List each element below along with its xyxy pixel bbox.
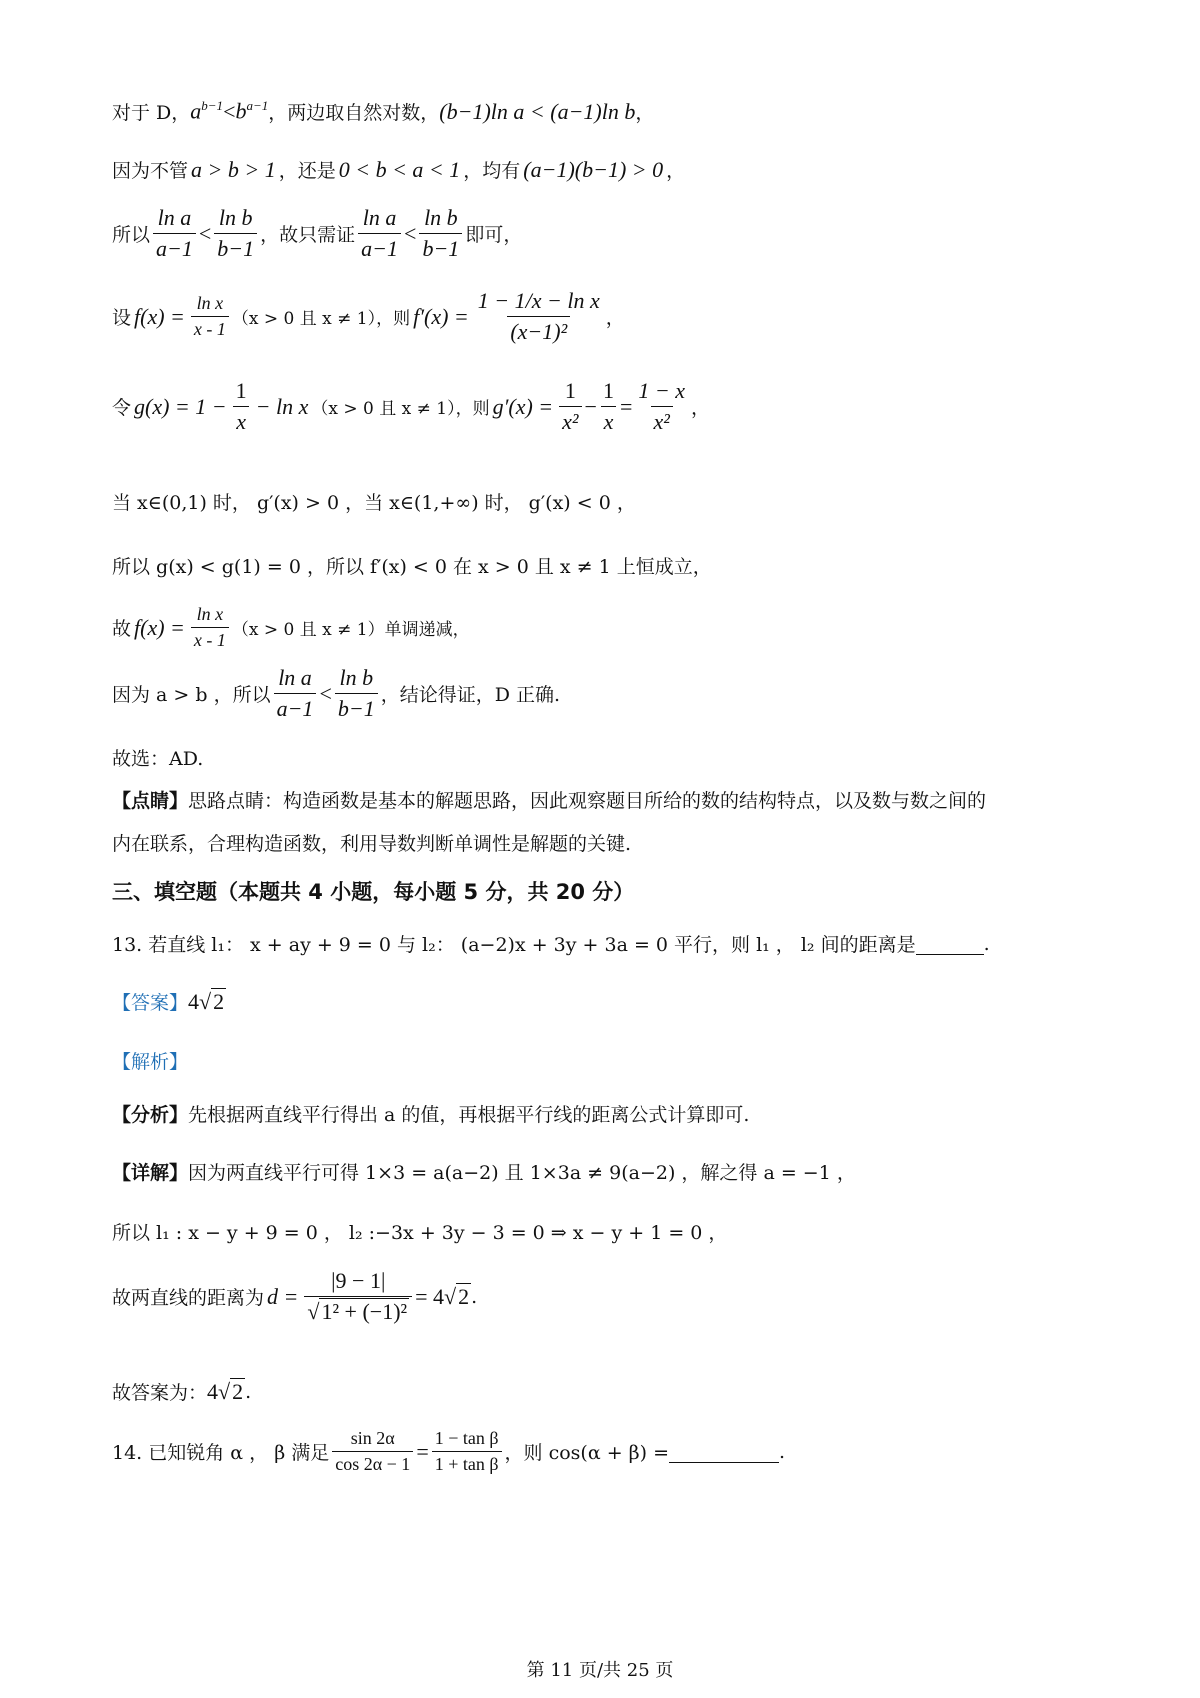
text: . (779, 1440, 786, 1463)
line-5 (112, 378, 710, 435)
fraction: $\frac{\text{1 − 1/x − ln x}}{\text{(x−1)²}}$ (477, 288, 600, 344)
answer-tag: 【答案】 (112, 992, 189, 1014)
line-12 (112, 829, 631, 856)
final-answer-line (112, 1378, 251, 1405)
math-lt: < (319, 680, 332, 706)
text: 故 (112, 618, 132, 640)
math-lt: < (404, 220, 417, 246)
question-14 (112, 1428, 785, 1475)
page-footer: 第 11 页/共 25 页 (526, 1660, 674, 1681)
line-11 (112, 786, 986, 813)
text: 因为不管 (112, 160, 189, 182)
line-so (112, 1218, 727, 1245)
jiexi-line (112, 1047, 188, 1074)
math-lt: < (223, 98, 236, 124)
text: ，故只需证 (260, 224, 356, 246)
text: ，结论得证，D 正确. (380, 684, 561, 706)
math-expression: a > b > 1 (191, 156, 276, 182)
question-text: 14. 已知锐角 α ， β 满足 (112, 1442, 330, 1464)
math-eq: = (619, 393, 633, 419)
question-text: 13. 若直线 l₁： x + ay + 9 = 0 与 l₂： (a−2)x + 3y + 3a = 0 平行，则 l₁ ， l₂ 间的距离是 (112, 934, 916, 956)
text: 即可， (465, 224, 523, 246)
text: ，还是 (278, 160, 336, 182)
line-7 (112, 552, 712, 579)
text: 先根据两直线平行得出 a 的值，再根据平行线的距离公式计算即可. (188, 1104, 750, 1126)
math-expression: − ln x (255, 393, 309, 419)
math-a: $a^{b-1}$ (190, 98, 224, 124)
math-result: = 4√2 (415, 1283, 470, 1309)
math-expression: f′(x) = (413, 303, 469, 329)
text: 故选：AD. (112, 748, 204, 770)
fraction: $\frac{1}{x}$ (233, 378, 250, 435)
text: ， (635, 102, 655, 124)
distance-line (112, 1268, 477, 1325)
line-1 (112, 98, 654, 125)
fraction: $\frac{\text{ln b}}{b-1}$ (214, 205, 257, 262)
fenxi-tag: 【分析】 (112, 1104, 189, 1126)
text: . (245, 1380, 252, 1403)
answer-value: 4√2 (188, 988, 225, 1014)
text: 所以 (112, 224, 151, 246)
fraction: $\frac{1}{\text{x²}}$ (559, 378, 581, 435)
text: 设 (112, 307, 132, 329)
text: 因为 a > b ，所以 (112, 684, 271, 706)
fraction: $\frac{\text{ln a}}{a-1}$ (274, 665, 317, 722)
text: 所以 l₁ : x − y + 9 = 0 ， l₂ :−3x + 3y − 3 = 0 ⇒ x − y + 1 = 0 ， (112, 1222, 728, 1244)
math-expression: d = (267, 1283, 299, 1309)
fraction: $\frac{1 - x}{\text{x²}}$ (638, 378, 685, 434)
note-tag: 【点睛】 (112, 790, 189, 812)
line-6 (112, 488, 636, 515)
text: 内在联系，合理构造函数，利用导数判断单调性是解题的关键. (112, 833, 632, 855)
math-expression: (a−1)(b−1) > 0 (523, 156, 664, 182)
line-2 (112, 156, 685, 183)
math-expression: (b−1)ln a < (a−1)ln b (439, 98, 636, 124)
fraction: $\frac{\text{ln b}}{b-1}$ (335, 665, 378, 722)
text: 思路点睛：构造函数是基本的解题思路，因此观察题目所给的数的结构特点，以及数与数之间的 (188, 790, 987, 812)
fraction: $\frac{\text{ln x}}{x - 1}$ (191, 604, 229, 651)
math-expression: f(x) = (134, 303, 185, 329)
math-expression: f(x) = (134, 614, 185, 640)
text: . (983, 932, 990, 955)
text: （x > 0 且 x ≠ 1），则 (311, 399, 490, 419)
math-expression: g(x) = 1 − (134, 393, 227, 419)
text: ，两边取自然对数， (268, 102, 440, 124)
fraction: $\frac{\text{ln b}}{b-1}$ (419, 205, 462, 262)
math-expression: 0 < b < a < 1 (338, 156, 461, 182)
text: 令 (112, 397, 132, 419)
text: （x > 0 且 x ≠ 1）单调递减， (231, 620, 470, 640)
section-heading (112, 876, 634, 906)
analysis-tag: 【解析】 (112, 1051, 189, 1073)
text: （x > 0 且 x ≠ 1），则 (231, 309, 411, 329)
line-8 (112, 604, 470, 651)
math-b: $b^{a-1}$ (235, 98, 269, 124)
question-13 (112, 930, 990, 957)
answer-line (112, 988, 226, 1015)
text: 对于 D， (112, 102, 191, 124)
final-answer: 4√2 (207, 1378, 244, 1404)
text: ，均有 (463, 160, 521, 182)
math-minus: − (584, 393, 597, 419)
text: 故两直线的距离为 (112, 1287, 265, 1309)
math-lt: < (198, 220, 212, 246)
fenxi-line (112, 1100, 749, 1127)
text: 故答案为： (112, 1382, 208, 1404)
text: ， (691, 397, 711, 419)
fraction: $\frac{\text{ln a}}{a-1}$ (153, 205, 196, 262)
xiangjie-tag: 【详解】 (112, 1162, 189, 1184)
answer-blank (669, 1440, 779, 1463)
text: 当 x∈(0,1) 时， g′(x) > 0 ，当 x∈(1,+∞) 时， g′(x) < 0 ， (112, 492, 636, 514)
fraction: $\frac{\text{ln x}}{x - 1}$ (191, 293, 229, 340)
fraction: $\frac{\text{1 − tan β}}{\text{1 + tan β}}$ (432, 1428, 502, 1475)
text: ，则 cos(α + β) = (504, 1442, 670, 1464)
text: ， (666, 160, 686, 182)
line-9 (112, 665, 560, 722)
fraction: $\frac{\text{ln a}}{a-1}$ (358, 205, 401, 262)
text: 因为两直线平行可得 1×3 = a(a−2) 且 1×3a ≠ 9(a−2) ，解之得 a = −1 ， (188, 1162, 856, 1184)
line-10 (112, 744, 203, 771)
text: 所以 g(x) < g(1) = 0 ，所以 f′(x) < 0 在 x > 0 且 x ≠ 1 上恒成立， (112, 556, 712, 578)
fraction: $\frac{|9 - 1|}{\text{√1² + (−1)²}}$ (304, 1268, 412, 1325)
line-3 (112, 205, 522, 262)
answer-blank (916, 932, 984, 955)
section-title: 三、填空题（本题共 4 小题，每小题 5 分，共 20 分） (112, 880, 635, 904)
fraction: $\frac{\sin 2\alpha}{\cos 2\alpha - 1}$ (332, 1428, 413, 1475)
math-eq: = (416, 1438, 429, 1464)
xiangjie-line (112, 1158, 856, 1185)
line-4 (112, 288, 625, 345)
text: ， (605, 307, 625, 329)
math-expression: g′(x) = (492, 393, 554, 419)
fraction: $\frac{1}{x}$ (600, 378, 617, 435)
text: . (471, 1285, 478, 1308)
